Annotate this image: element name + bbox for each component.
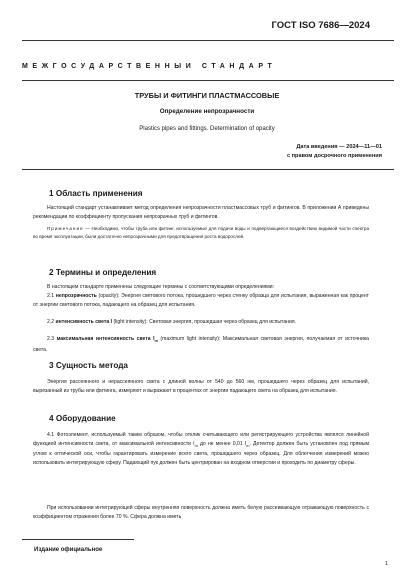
footer-rule [22, 539, 134, 540]
page-number: 1 [384, 561, 388, 567]
term-definition: (maximum light intensity): Максимальная световая энергия, получаемая от источника света. [33, 336, 370, 353]
section-1-paragraph: Настоящий стандарт устанавливает метод определения непрозрачности пластмассовых труб и фитингов. В приложении А приведены рекомендации по коэффициенту пропускания непрозрачных труб и фитингов. [33, 205, 369, 220]
interstate-standard-label: МЕЖГОСУДАРСТВЕННЫЙ СТАНДАРТ [22, 63, 277, 70]
term-name: интенсивность света I [55, 319, 113, 325]
term-definition: (opacity): Энергия светового потока, прошедшего через стенку образца для испытания, выраженная как процент от энергии светового потока, падающего на образец для испытания. [33, 293, 369, 308]
section-2-intro: В настоящем стандарте применены следующие термины с соответствующими определениями: [47, 284, 275, 290]
term-number: 2.3 [47, 336, 57, 342]
introduction-date [287, 143, 382, 161]
subscript: m [246, 443, 250, 448]
term-name: непрозрачность [55, 293, 97, 299]
document-code: ГОСТ ISO 7686—2024 [271, 20, 370, 31]
document-title: ТРУБЫ И ФИТИНГИ ПЛАСТМАССОВЫЕ [134, 91, 280, 100]
introduction-date-line: Дата введения — 2024—11—01 [296, 144, 382, 150]
english-title: Plastics pipes and fittings. Determination of opacity [139, 126, 275, 132]
official-edition-label: Издание официальное [34, 547, 103, 553]
section-1-note [33, 225, 369, 240]
paragraph-text: 4.1 Фотоэлемент, используемый таким образом, чтобы отклик считывающего или регистрирующего устройства являлся линейной функцией интенсивности света, от максимальной интенсивности I [33, 432, 369, 447]
term-subscript: m [154, 339, 158, 344]
paragraph-text: до не менее 0,01 I [197, 440, 247, 447]
section-2-heading: 2 Термины и определения [49, 268, 157, 277]
title-rule [22, 80, 394, 81]
section-4-paragraph-2: При использовании интегрирующей сферы внутренняя поверхность должна иметь белую рассеивающую отражающую поверхность с коэффициентом отражения более 70 %. Сфера должна иметь [33, 505, 369, 520]
term-2-3 [33, 335, 369, 354]
term-2-1 [33, 292, 369, 309]
date-rule [22, 169, 394, 170]
term-definition: (light intensity): Световая энергия, прошедшая через образец для испытания. [112, 319, 296, 325]
section-3-paragraph: Энергия рассеянного и нерассеянного света с длиной волны от 540 до 560 нм, прошедшего через образец для испытаний, вырезанный из трубы или фитинга, измеряют и выражают в процентах от энергии падающего света на образец для испытания. [33, 379, 369, 394]
note-label: Примечание [47, 226, 84, 231]
early-application-line: с правом досрочного применения [287, 153, 382, 159]
section-1-heading: 1 Область применения [49, 189, 143, 198]
note-text: — Необходимо, чтобы труба или фитинг, используемые для подачи воды и подвергающиеся воздействию видимой части спектра во время эксплуатации, были достаточно непрозрачными для предотвращения роста водорослей. [33, 226, 369, 239]
term-number: 2.1 [47, 293, 56, 299]
header-rule [22, 40, 394, 41]
term-name-text: максимальная интенсивность света I [56, 336, 155, 342]
section-4-heading: 4 Оборудование [49, 414, 116, 423]
document-subtitle: Определение непрозрачности [159, 108, 255, 115]
term-2-2 [33, 318, 369, 327]
paragraph-text: . Детектор должен быть установлен под прямым углом к оптической оси, чтобы гарантировать измерение всего света, прошедшего через образец. Для облегчения измерений можно использовать интегрирующую сферу. Падающий пук должен быть центрирован на входном отверстии и проходить по диаметру сферы. [33, 440, 370, 466]
section-3-heading: 3 Сущность метода [49, 361, 128, 370]
subscript: m [194, 443, 198, 448]
term-number: 2.2 [47, 319, 56, 325]
term-name [57, 336, 158, 342]
section-4-paragraph-1 [33, 431, 369, 467]
